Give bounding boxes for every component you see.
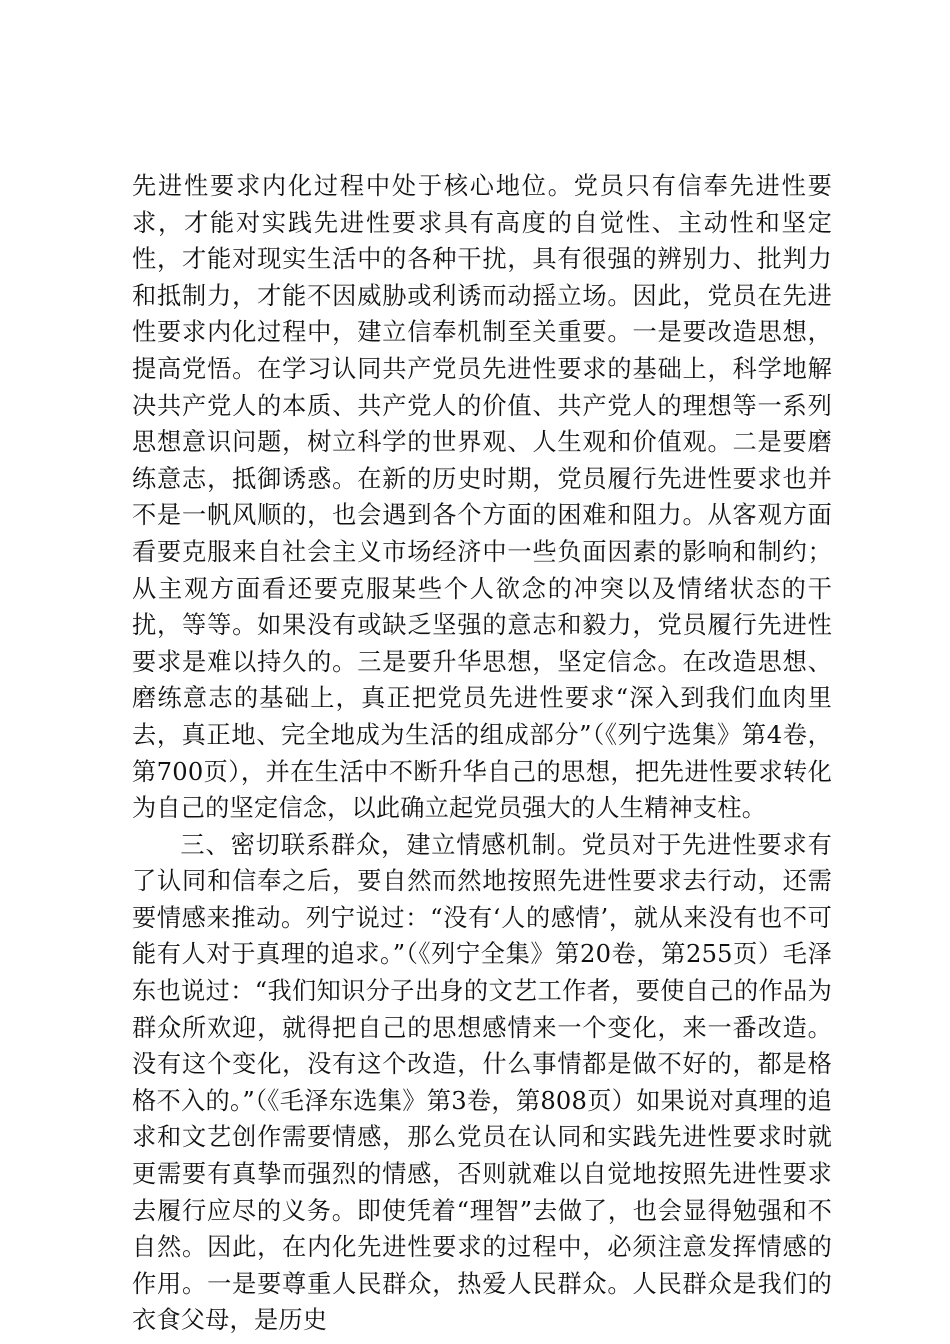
- paragraph-continuation: 先进性要求内化过程中处于核心地位。党员只有信奉先进性要求，才能对实践先进性要求具有高度的自觉性、主动性和坚定性，才能对现实生活中的各种干扰，具有很强的辨别力、批判力和抵制力，才能不因威胁或利诱而动摇立场。因此，党员在先进性要求内化过程中，建立信奉机制至关重要。一是要改造思想，提高党悟。在学习认同共产党员先进性要求的基础上，科学地解决共产党人的本质、共产党人的价值、共产党人的理想等一系列思想意识问题，树立科学的世界观、人生观和价值观。二是要磨练意志，抵御诱惑。在新的历史时期，党员履行先进性要求也并不是一帆风顺的，也会遇到各个方面的困难和阻力。从客观方面看要克服来自社会主义市场经济中一些负面因素的影响和制约；从主观方面看还要克服某些个人欲念的冲突以及情绪状态的干扰，等等。如果没有或缺乏坚强的意志和毅力，党员履行先进性要求是难以持久的。三是要升华思想，坚定信念。在改造思想、磨练意志的基础上，真正把党员先进性要求“深入到我们血肉里去，真正地、完全地成为生活的组成部分”（《列宁选集》第4卷，第700页），并在生活中不断升华自己的思想，把先进性要求转化为自己的坚定信念，以此确立起党员强大的人生精神支柱。: [132, 172, 832, 823]
- paragraph-section-three: 三、密切联系群众，建立情感机制。党员对于先进性要求有了认同和信奉之后，要自然而然地按照先进性要求去行动，还需要情感来推动。列宁说过：“没有‘人的感情’，就从来没有也不可能有人对于真理的追求。”（《列宁全集》第20卷，第255页）毛泽东也说过：“我们知识分子出身的文艺工作者，要使自己的作品为群众所欢迎，就得把自己的思想感情来一个变化，来一番改造。没有这个变化，没有这个改造，什么事情都是做不好的，都是格格不入的。”（《毛泽东选集》第3卷，第808页）如果说对真理的追求和文艺创作需要情感，那么党员在认同和实践先进性要求时就更需要有真挚而强烈的情感，否则就难以自觉地按照先进性要求去履行应尽的义务。即使凭着“理智”去做了，也会显得勉强和不自然。因此，在内化先进性要求的过程中，必须注意发挥情感的作用。一是要尊重人民群众，热爱人民群众。人民群众是我们的衣食父母，是历史: [132, 830, 832, 1335]
- body-text: [132, 168, 832, 1339]
